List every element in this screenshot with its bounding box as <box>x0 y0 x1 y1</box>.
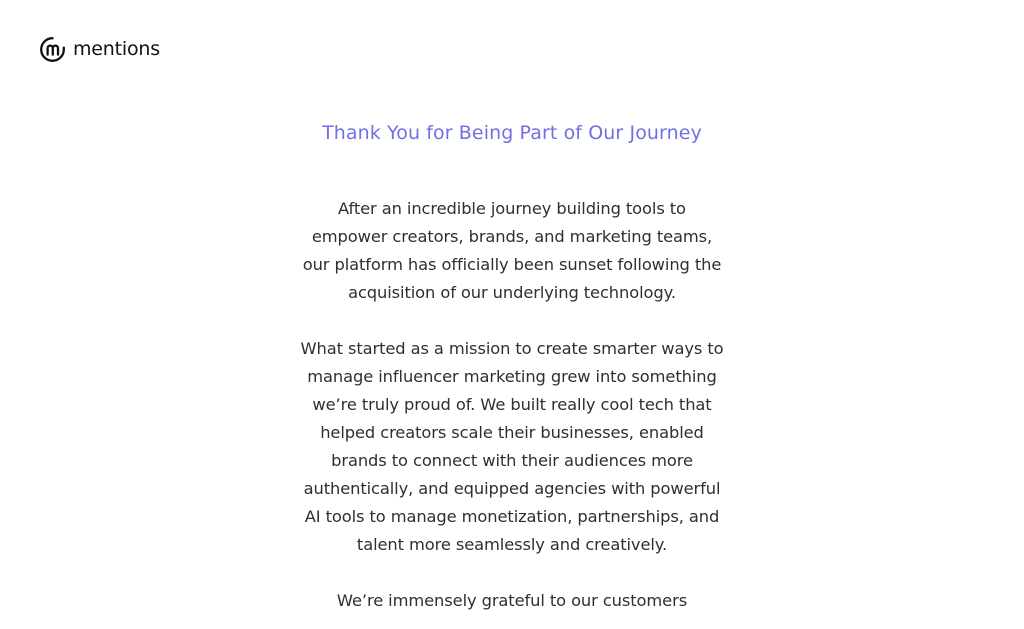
sunset-message <box>292 118 732 615</box>
paragraph-gratitude: We’re immensely grateful to our customers <box>336 591 688 610</box>
brand-logo-link[interactable] <box>39 36 160 63</box>
brand-name: mentions <box>73 38 160 60</box>
mentions-logo-icon <box>39 36 66 63</box>
paragraph-mission: What started as a mission to create smarter ways to manage influencer marketing grew into something we’re truly proud of. We built really cool tech that helped creators scale their businesses, enabled brands to connect with their audiences more authentically, and equipped agencies with powerful AI tools to manage monetization, partnerships, and talent more seamlessly and creatively. <box>300 339 724 554</box>
paragraph-sunset-notice: After an incredible journey building tools to empower creators, brands, and marketing teams, our platform has officially been sunset following the acquisition of our underlying technology. <box>302 199 722 302</box>
page-title: Thank You for Being Part of Our Journey <box>322 122 702 144</box>
